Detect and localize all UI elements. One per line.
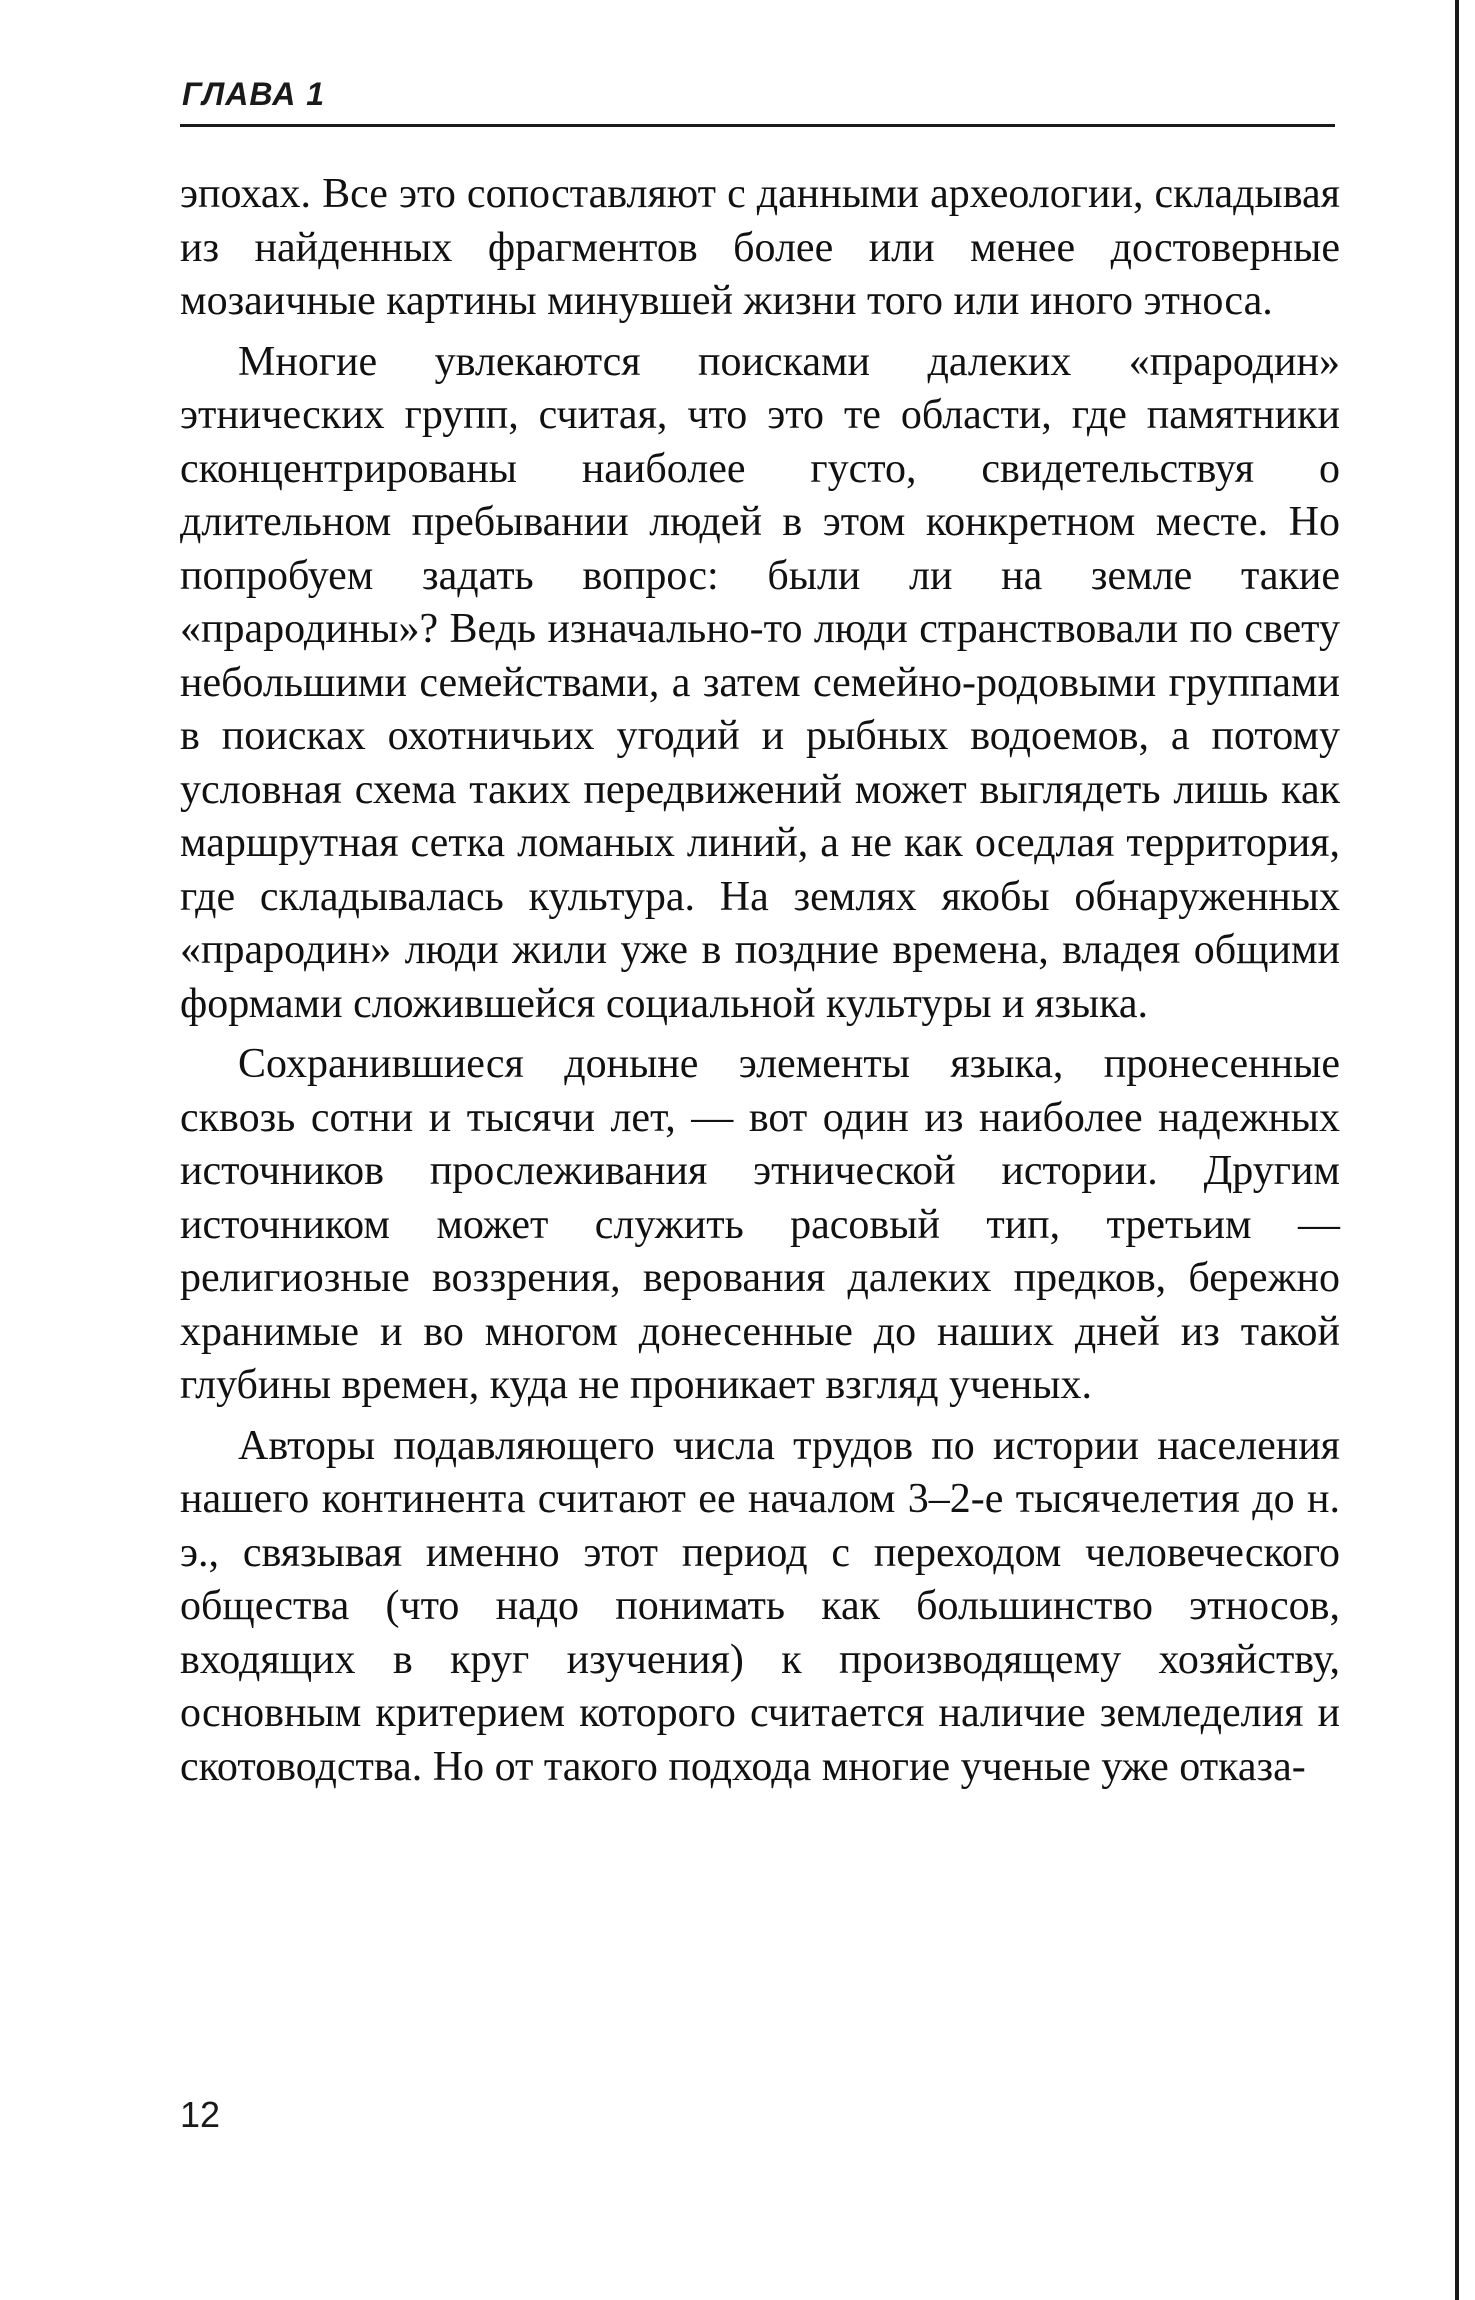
chapter-title: ГЛАВА 1 — [182, 76, 325, 112]
paragraph-4: Авторы подавляющего числа трудов по истории населения нашего континента считают ее началом 3–2-е тысячелетия до н. э., связывая именно этот период с переходом человеческого общества (что надо понимать как большинство этносов, входящих в круг изучения) к производящему хозяйству, основным критерием которого считается наличие земледелия и скотоводства. Но от такого подхода многие ученые уже отказа- — [180, 1422, 1340, 1790]
page-edge-line — [1455, 0, 1459, 2300]
page-number: 12 — [180, 2094, 221, 2135]
running-header — [180, 72, 1335, 127]
paragraph-2: Многие увлекаются поисками далеких «прародин» этнических групп, считая, что это те области, где памятники сконцентрированы наиболее густо, свидетельствуя о длительном пребывании людей в этом конкретном месте. Но попробуем задать вопрос: были ли на земле такие «прародины»? Ведь изначально-то люди странствовали по свету небольшими семействами, а затем семейно-родовыми группами в поисках охотничьих угодий и рыбных водоемов, а потому условная схема таких передвижений может выглядеть лишь как маршрутная сетка ломаных линий, а не как оседлая территория, где складывалась культура. На землях якобы обнаруженных «прародин» люди жили уже в поздние времена, владея общими формами сложившейся социальной культуры и языка. — [180, 338, 1340, 1027]
paragraph-1: эпохах. Все это сопоставляют с данными археологии, складывая из найденных фрагментов более или менее достоверные мозаичные картины минувшей жизни того или иного этноса. — [180, 171, 1340, 324]
page-body — [180, 168, 1340, 1801]
paragraph-3: Сохранившиеся доныне элементы языка, пронесенные сквозь сотни и тысячи лет, — вот один из наиболее надежных источников прослеживания этнической истории. Другим источником может служить расовый тип, третьим — религиозные воззрения, верования далеких предков, бережно хранимые и во многом донесенные до наших дней из такой глубины времен, куда не проникает взгляд ученых. — [180, 1041, 1340, 1408]
